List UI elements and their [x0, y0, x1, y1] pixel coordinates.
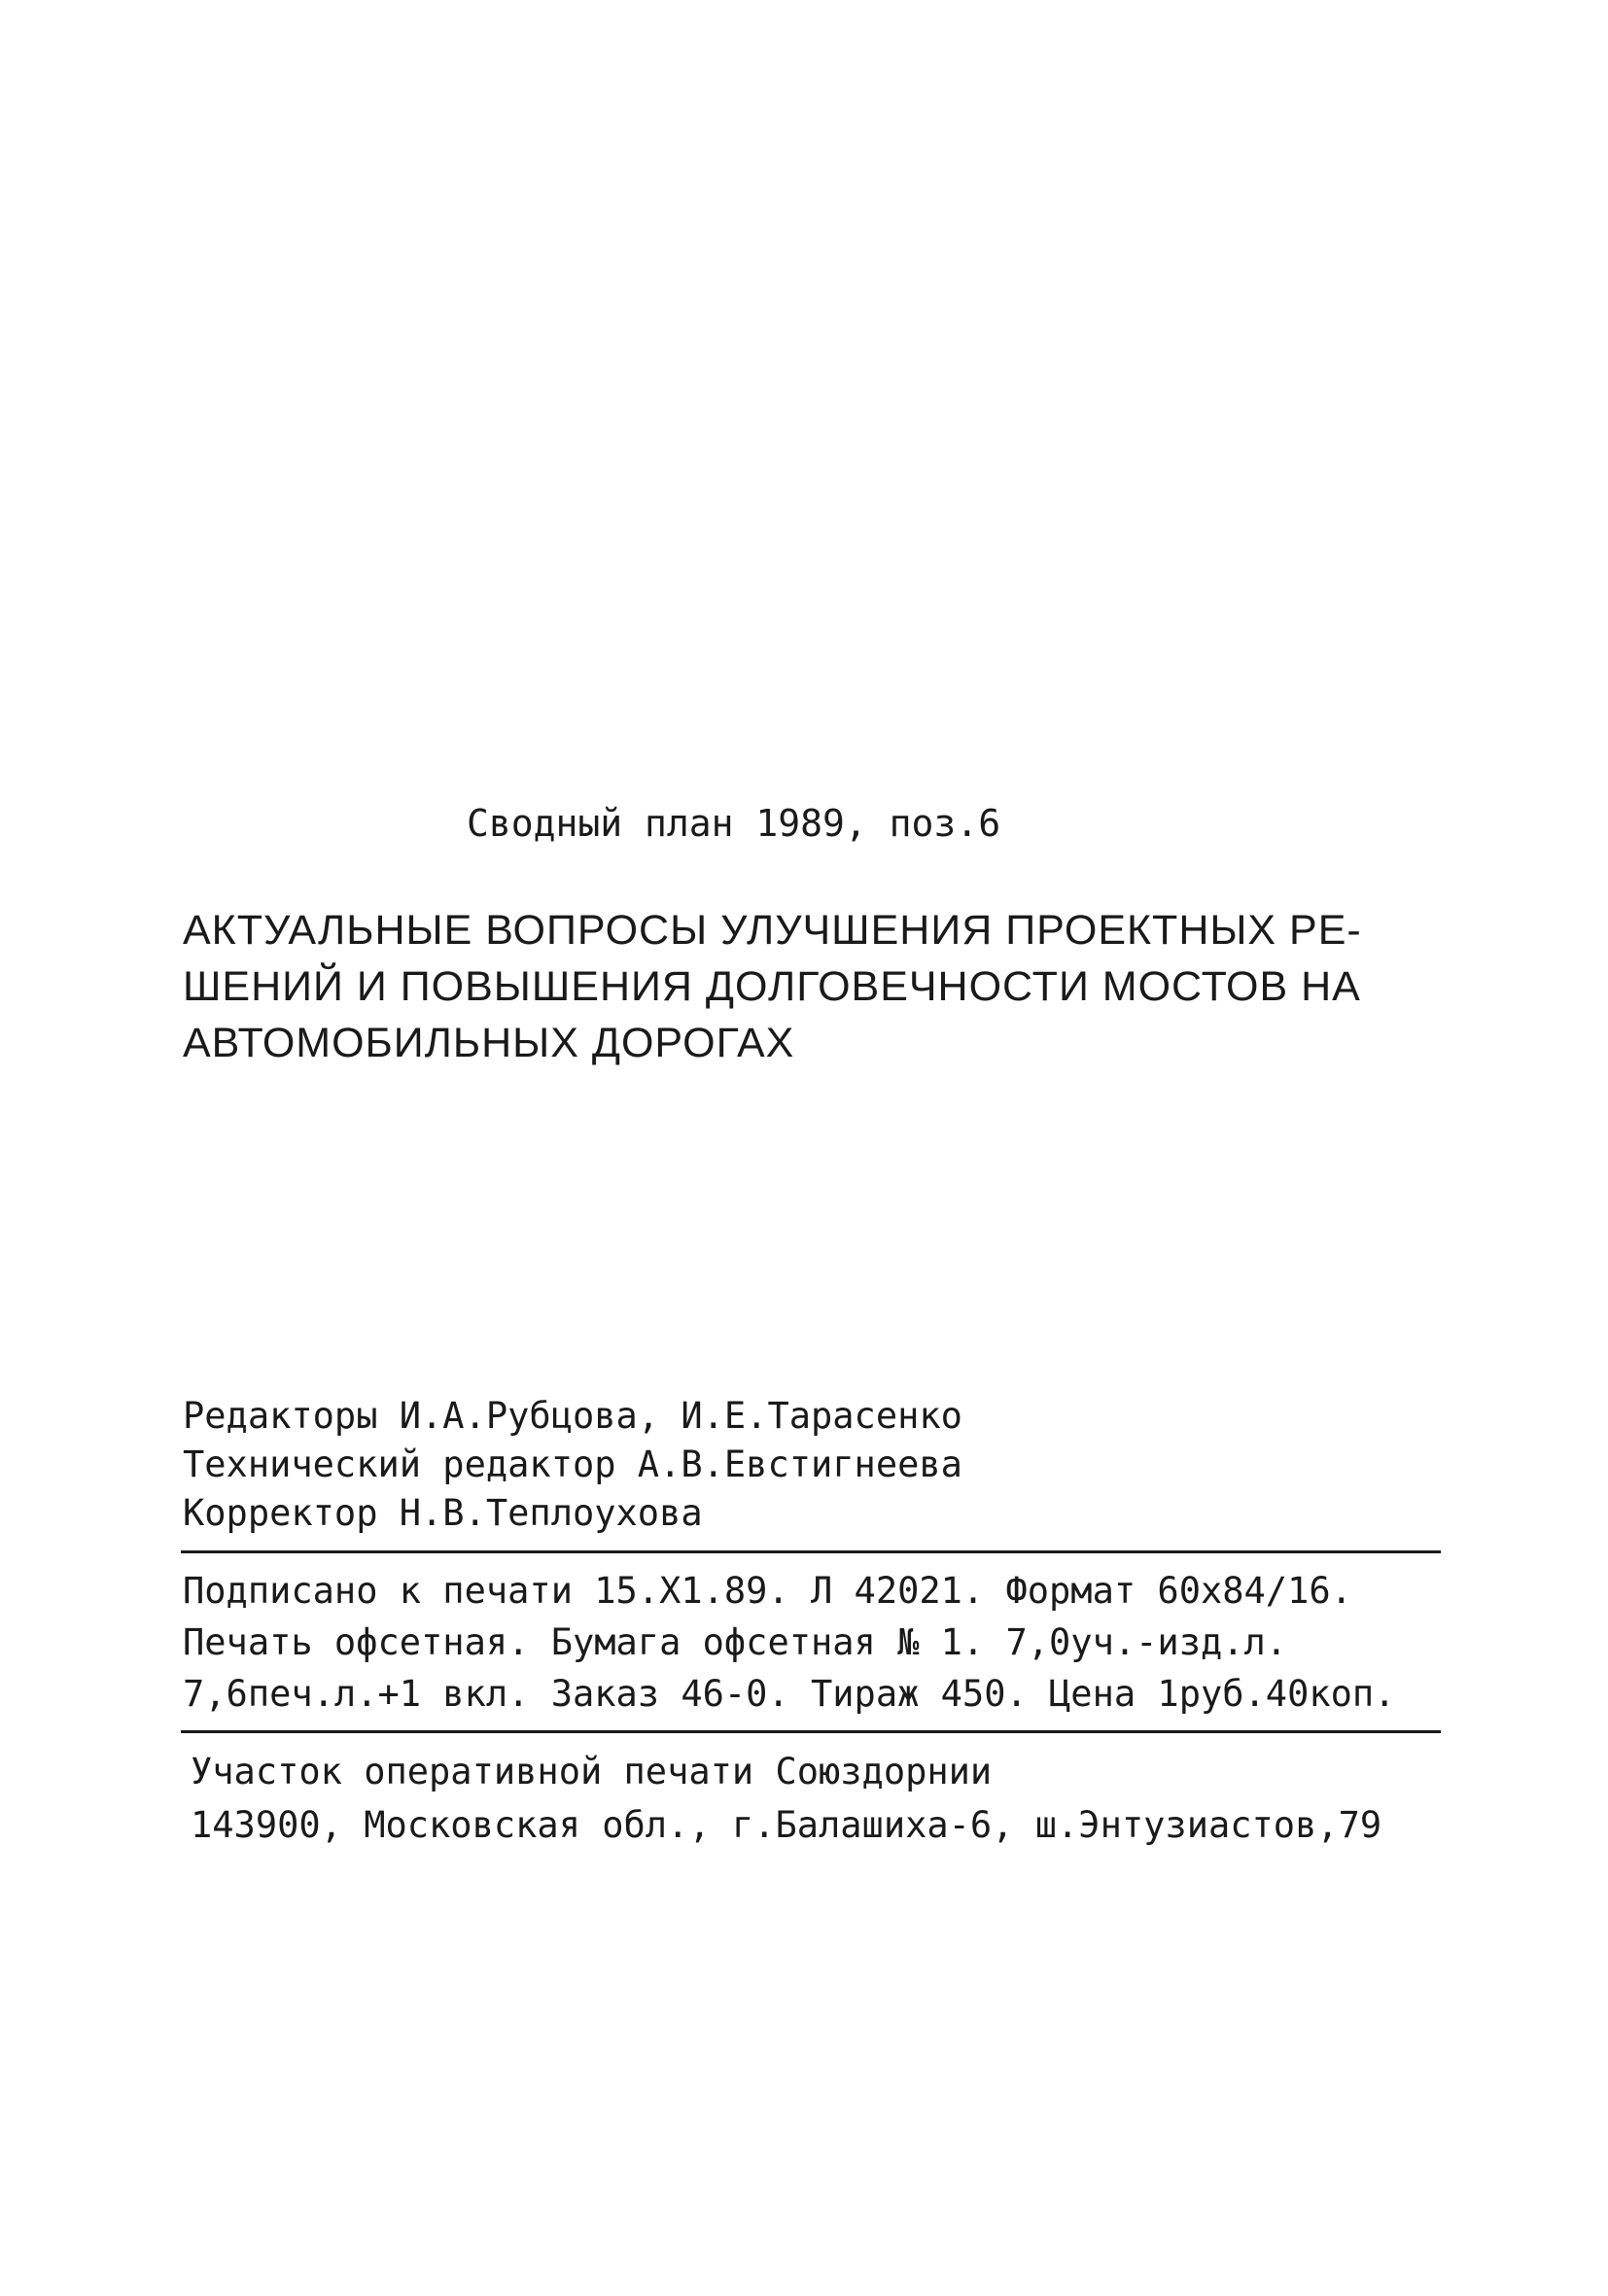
title-line: АКТУАЛЬНЫЕ ВОПРОСЫ УЛУЧШЕНИЯ ПРОЕКТНЫХ РЕ-	[183, 907, 1362, 954]
book-title	[183, 902, 1447, 1071]
plan-reference: Сводный план 1989, поз.6	[467, 802, 1001, 845]
print-details	[183, 1565, 1395, 1720]
tech-editor-line: Технический редактор А.В.Евстигнеева	[183, 1444, 962, 1485]
printer-block	[191, 1745, 1381, 1852]
divider-top	[181, 1550, 1441, 1553]
corrector-line: Корректор Н.В.Теплоухова	[183, 1492, 703, 1534]
divider-bottom	[181, 1730, 1441, 1733]
print-line: Печать офсетная. Бумага офсетная № 1. 7,0уч.-изд.л.	[183, 1621, 1288, 1663]
print-line: 7,6печ.л.+1 вкл. Заказ 46-0. Тираж 450. Цена 1руб.40коп.	[183, 1673, 1396, 1715]
printer-name: Участок оперативной печати Союздорнии	[191, 1751, 993, 1792]
title-line: ШЕНИЙ И ПОВЫШЕНИЯ ДОЛГОВЕЧНОСТИ МОСТОВ НА	[183, 963, 1361, 1010]
editors-line: Редакторы И.А.Рубцова, И.Е.Тарасенко	[183, 1395, 962, 1437]
title-line: АВТОМОБИЛЬНЫХ ДОРОГАХ	[183, 1020, 795, 1066]
credits-block	[183, 1392, 962, 1538]
print-line: Подписано к печати 15.Х1.89. Л 42021. Формат 60х84/16.	[183, 1570, 1352, 1612]
printer-address: 143900, Московская обл., г.Балашиха-6, ш.Энтузиастов,79	[191, 1804, 1382, 1846]
